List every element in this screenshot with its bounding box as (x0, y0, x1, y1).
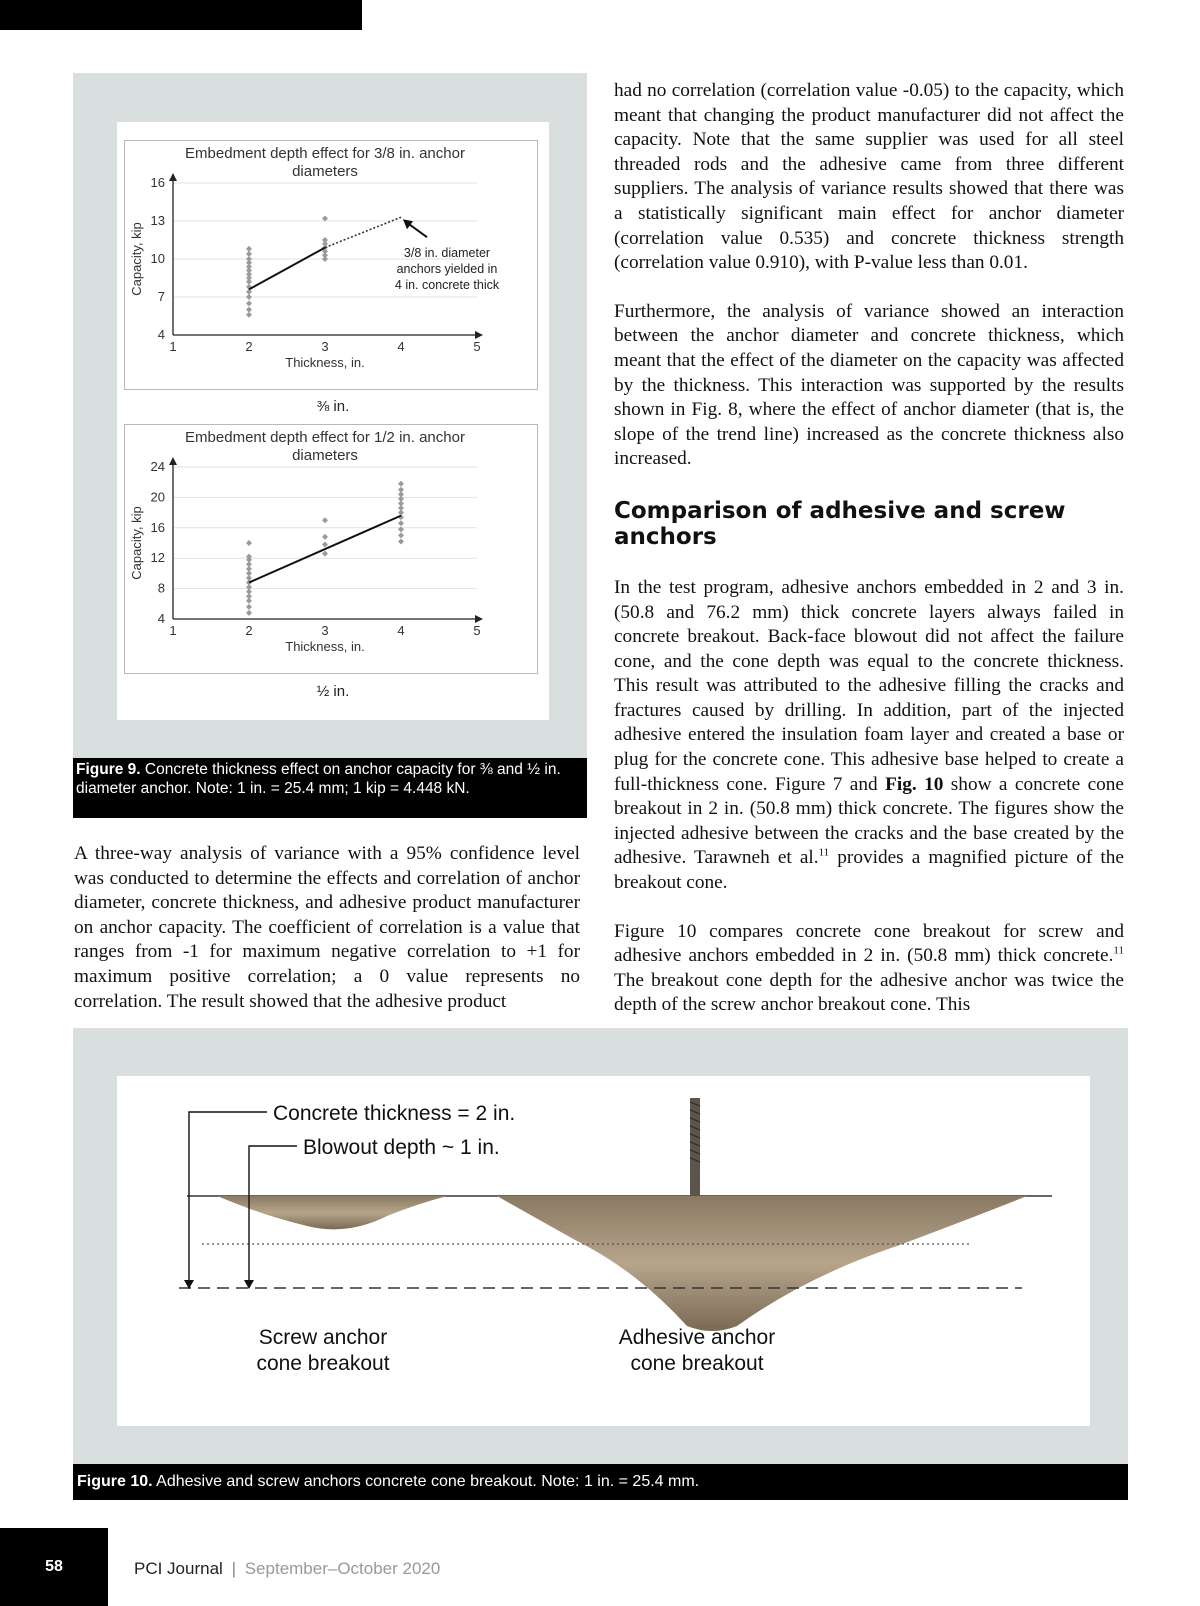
data-point (398, 538, 404, 544)
data-point (246, 540, 252, 546)
data-point (246, 246, 252, 252)
figure-9-caption-text: Concrete thickness effect on anchor capacity for ⅜ and ½ in. diameter anchor. Note: 1 in. = 25.4 mm; 1 kip = 4.448 kN. (76, 761, 561, 797)
x-tick-label: 3 (321, 623, 329, 638)
x-tick-label: 2 (245, 623, 253, 638)
p3-text-c: provides a magnified picture of the breakout cone. (614, 847, 1124, 894)
y-tick-label: 4 (157, 611, 165, 626)
section-heading: Comparison of adhesive and screw anchors (614, 497, 1066, 550)
data-point (246, 610, 252, 616)
chart-1-2-svg (125, 425, 537, 673)
y-tick-label: 10 (150, 251, 165, 266)
data-point (322, 534, 328, 540)
left-column (74, 842, 580, 1014)
x-tick-label: 1 (169, 339, 177, 354)
figure-10-image (117, 1076, 1090, 1426)
x-tick-label: 4 (397, 339, 405, 354)
x-tick-label: 3 (321, 339, 329, 354)
y-tick-label: 16 (150, 519, 165, 535)
x-axis-label: Thickness, in. (285, 355, 365, 370)
figure-10-caption-label: Figure 10. (77, 1473, 153, 1490)
x-tick-label: 5 (473, 623, 481, 638)
threaded-rod (690, 1098, 700, 1196)
figure-10-caption-text: Adhesive and screw anchors concrete cone breakout. Note: 1 in. = 25.4 mm. (156, 1473, 700, 1490)
data-point (246, 300, 252, 306)
chart-3-8-svg (125, 141, 537, 389)
x-tick-label: 4 (397, 623, 405, 638)
blowout-label: Blowout depth ~ 1 in. (303, 1136, 500, 1159)
data-point (398, 481, 404, 487)
thickness-label: Concrete thickness = 2 in. (273, 1102, 516, 1125)
x-axis-label: Thickness, in. (285, 639, 365, 654)
data-point (246, 554, 252, 560)
journal-name: PCI Journal (134, 1559, 223, 1578)
data-point (246, 604, 252, 610)
data-point (322, 237, 328, 243)
annotation-text: 3/8 in. diameter (403, 246, 491, 260)
footer-separator: | (231, 1559, 236, 1578)
trend-line (249, 248, 325, 290)
p4-citation: 11 (1113, 944, 1124, 957)
top-black-bar (0, 0, 362, 30)
y-tick-label: 20 (150, 489, 165, 505)
chart-1-2-sublabel: ½ in. (316, 683, 350, 700)
adhesive-label-line2: cone breakout (630, 1352, 764, 1375)
right-column (614, 79, 1124, 1018)
x-tick-label: 1 (169, 623, 177, 638)
screw-label-line1: Screw anchor (258, 1326, 388, 1349)
screw-label-line2: cone breakout (256, 1352, 390, 1375)
x-axis-arrow (475, 615, 483, 623)
x-axis-arrow (475, 331, 483, 339)
y-tick-label: 13 (150, 213, 165, 228)
chart-1-2-in (124, 424, 538, 674)
screw-anchor-cone (217, 1196, 447, 1229)
y-tick-label: 24 (150, 459, 165, 474)
data-point (398, 532, 404, 538)
data-point (246, 307, 252, 313)
chart-title-line2: diameters (292, 163, 358, 180)
chart-3-8-sublabel: ⅜ in. (316, 398, 350, 415)
y-tick-label: 4 (157, 327, 165, 342)
data-point (322, 542, 328, 548)
y-tick-label: 7 (157, 289, 165, 304)
right-paragraph-3 (614, 576, 1124, 896)
figure-9-caption-label: Figure 9. (76, 761, 141, 778)
chart-title-line2: diameters (292, 447, 358, 464)
annotation-text: anchors yielded in (396, 262, 498, 276)
p4-text-b: The breakout cone depth for the adhesive anchor was twice the depth of the screw anchor breakout cone. This (614, 969, 1124, 1016)
issue-date: September–October 2020 (244, 1559, 441, 1578)
data-point (322, 551, 328, 557)
left-paragraph-1: A three-way analysis of variance with a 95% confidence level was conducted to determine the effects and correlation of anchor diameter, concrete thickness, and adhesive product manufacturer on anchor capacity. The coefficient of correlation is a value that ranges from -1 for maximum negative correlation to +1 for maximum positive correlation; a 0 value represents no correlation. The result showed that the adhesive product (74, 843, 580, 1012)
y-axis-label: Capacity, kip (129, 506, 144, 580)
right-paragraph-2: Furthermore, the analysis of variance showed an interaction between the anchor diameter and concrete thickness, which meant that the effect of the diameter on the capacity was affected by the thickness. This interaction was supported by the results shown in Fig. 8, where the effect of anchor diameter (that is, the slope of the trend line) increased as the concrete thickness also increased. (614, 300, 1124, 470)
data-point (398, 487, 404, 493)
p3-text-b: show a concrete cone breakout in 2 in. (50.8 mm) thick concrete. The figures show the injected adhesive between the cracks and the base created by the adhesive. Tarawneh et al. (614, 773, 1124, 869)
y-tick-label: 8 (157, 580, 165, 596)
chart-3-8-in (124, 140, 538, 390)
data-point (398, 526, 404, 532)
figure-10-caption (73, 1464, 1128, 1500)
chart-title-line1: Embedment depth effect for 3/8 in. anchor (185, 145, 465, 162)
y-axis-arrow (169, 457, 177, 465)
page-number: 58 (0, 1528, 108, 1606)
p4-text-a: Figure 10 compares concrete cone breakout for screw and adhesive anchors embedded in 2 in. (50.8 mm) thick concrete. (614, 920, 1124, 967)
trend-line (249, 516, 401, 583)
data-point (398, 520, 404, 526)
adhesive-label-line1: Adhesive anchor (618, 1326, 776, 1349)
data-point (322, 517, 328, 523)
extrapolated-line (325, 217, 401, 247)
annotation-text: 4 in. concrete thick (394, 278, 500, 292)
y-axis-label: Capacity, kip (129, 222, 144, 296)
p3-fig-ref: Fig. 10 (885, 773, 944, 795)
x-tick-label: 2 (245, 339, 253, 354)
figure-9-caption (73, 758, 587, 818)
p3-text-a: In the test program, adhesive anchors embedded in 2 and 3 in. (50.8 and 76.2 mm) thick concrete layers always failed in concrete breakout. Back-face blowout did not affect the failure cone, and the cone depth was equal to the concrete thickness. This result was attributed to the adhesive filling the cracks and fractures caused by drilling. In addition, part of the injected adhesive entered the insulation foam layer and created a base or plug for the concrete cone. This adhesive base helped to create a full-thickness cone. Figure 7 and (614, 576, 1124, 795)
cone-breakout-illustration (117, 1076, 1090, 1426)
footer (134, 1559, 440, 1579)
x-tick-label: 5 (473, 339, 481, 354)
right-paragraph-4 (614, 920, 1124, 1018)
y-axis-arrow (169, 173, 177, 181)
adhesive-anchor-cone (497, 1196, 1027, 1331)
y-tick-label: 16 (150, 175, 165, 190)
p3-citation: 11 (818, 847, 830, 860)
y-tick-label: 12 (150, 550, 165, 566)
right-paragraph-1: had no correlation (correlation value -0.05) to the capacity, which meant that changing the product manufacturer did not affect the capacity. Note that the same supplier was used for all steel threaded rods and the adhesive came from three different suppliers. The analysis of variance results showed that there was a statistically significant main effect for anchor diameter (correlation value 0.535) and concrete thickness strength (correlation value 0.910), with P-value less than 0.01. (614, 80, 1124, 274)
chart-title-line1: Embedment depth effect for 1/2 in. anchor (185, 429, 465, 446)
